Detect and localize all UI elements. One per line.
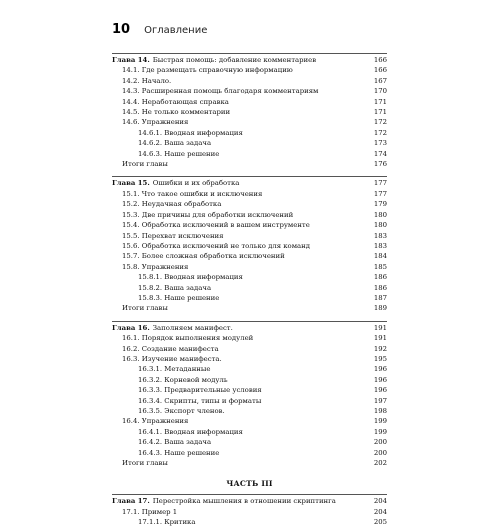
toc-entry-title: 16.3.1. Метаданные bbox=[138, 365, 211, 374]
toc-entry[interactable] bbox=[112, 210, 387, 220]
toc-entry[interactable] bbox=[112, 65, 387, 75]
toc-page-number: 192 bbox=[373, 344, 387, 353]
toc-page-number: 205 bbox=[373, 518, 387, 527]
toc-entry-title: 15.8.1. Вводная информация bbox=[138, 273, 243, 282]
toc-page-number: 200 bbox=[373, 438, 387, 447]
toc-page-number: 204 bbox=[373, 507, 387, 516]
toc-entry-title: 14.5. Не только комментарии bbox=[122, 108, 231, 117]
toc-page-number: 191 bbox=[373, 334, 387, 343]
toc-entry[interactable] bbox=[112, 272, 387, 282]
toc-page-number: 177 bbox=[373, 179, 387, 188]
toc-entry-title: 16.3.5. Экспорт членов. bbox=[138, 407, 225, 415]
toc-entry-title: 16.3.2. Корневой модуль bbox=[138, 375, 228, 384]
toc-chapter-heading[interactable] bbox=[112, 323, 387, 333]
toc-entry-title: Перестройка мышления в отношении скриптинга bbox=[152, 497, 336, 506]
toc-entry-title: 16.3.3. Предварительные условия bbox=[138, 386, 262, 395]
toc-summary[interactable] bbox=[112, 458, 387, 468]
toc-page-number: 173 bbox=[373, 139, 387, 148]
toc-page-number: 195 bbox=[373, 354, 387, 363]
toc-entry[interactable] bbox=[112, 189, 387, 199]
toc-entry[interactable] bbox=[112, 199, 387, 209]
toc-page-number: 170 bbox=[373, 87, 387, 96]
toc-page-number: 179 bbox=[373, 200, 387, 209]
toc-entry-title: Быстрая помощь: добавление комментариев bbox=[152, 56, 317, 64]
toc-page-number: 171 bbox=[373, 97, 387, 106]
toc-entry-title: 14.6.1. Вводная информация bbox=[138, 128, 243, 137]
toc-entry[interactable] bbox=[112, 385, 387, 395]
toc-page-number: 196 bbox=[373, 365, 387, 374]
toc-page-number: 176 bbox=[373, 160, 387, 169]
toc-entry[interactable] bbox=[112, 241, 387, 251]
toc-entry-title: 16.1. Порядок выполнения модулей bbox=[122, 334, 254, 343]
toc-page-number: 187 bbox=[373, 293, 387, 302]
toc-entry[interactable] bbox=[112, 406, 387, 416]
toc-entry-title: Итоги главы bbox=[122, 459, 168, 468]
toc-entry[interactable] bbox=[112, 437, 387, 447]
page-number: 10 bbox=[112, 22, 131, 37]
toc-entry-title: 16.4.3. Наше решение bbox=[138, 448, 220, 457]
toc-page-number: 185 bbox=[373, 262, 387, 271]
toc-page-number: 200 bbox=[373, 448, 387, 457]
table-of-contents bbox=[112, 53, 387, 528]
toc-page-number: 172 bbox=[373, 128, 387, 137]
toc-page-number: 183 bbox=[373, 231, 387, 240]
toc-page-number: 166 bbox=[373, 66, 387, 75]
toc-chapter bbox=[112, 321, 387, 469]
toc-chapter bbox=[112, 53, 387, 169]
toc-chapter bbox=[112, 176, 387, 313]
toc-entry-title: 15.4. Обработка исключений в вашем инструменте bbox=[122, 221, 310, 230]
toc-page-number: 180 bbox=[373, 210, 387, 219]
toc-entry-title: 15.1. Что такое ошибки и исключения bbox=[122, 189, 263, 198]
chapter-label: Глава 15. bbox=[112, 179, 150, 188]
toc-page-number: 167 bbox=[373, 76, 387, 85]
toc-entry-title: 17.1.1. Критика bbox=[138, 518, 196, 527]
toc-page-number: 166 bbox=[373, 56, 387, 64]
toc-entry-title: 16.2. Создание манифеста bbox=[122, 344, 219, 353]
toc-entry-title: 16.3. Изучение манифеста. bbox=[122, 354, 222, 363]
toc-entry-title: 15.7. Более сложная обработка исключений bbox=[122, 252, 285, 261]
toc-chapter-heading[interactable] bbox=[112, 496, 387, 506]
toc-entry[interactable] bbox=[112, 507, 387, 517]
toc-entry[interactable] bbox=[112, 76, 387, 86]
toc-entry[interactable] bbox=[112, 517, 387, 527]
chapter-label: Глава 17. bbox=[112, 497, 150, 506]
toc-chapter-heading[interactable] bbox=[112, 55, 387, 65]
toc-page-number: 202 bbox=[373, 459, 387, 468]
toc-page-number: 198 bbox=[373, 407, 387, 415]
toc-entry[interactable] bbox=[112, 128, 387, 138]
toc-page-number: 172 bbox=[373, 118, 387, 127]
toc-entry-title: 15.8.3. Наше решение bbox=[138, 293, 220, 302]
toc-entry-title: 14.6. Упражнения bbox=[122, 118, 189, 127]
chapter-label: Глава 14. bbox=[112, 56, 150, 64]
toc-entry-title: 15.2. Неудачная обработка bbox=[122, 200, 222, 209]
toc-page-number: 186 bbox=[373, 283, 387, 292]
toc-chapter-heading[interactable] bbox=[112, 178, 387, 188]
toc-page-number: 197 bbox=[373, 396, 387, 405]
toc-entry[interactable] bbox=[112, 344, 387, 354]
toc-entry[interactable] bbox=[112, 448, 387, 458]
toc-entry-title: Ошибки и их обработка bbox=[152, 179, 240, 188]
toc-entry[interactable] bbox=[112, 262, 387, 272]
toc-entry-title: 16.4.1. Вводная информация bbox=[138, 427, 243, 436]
toc-entry-title: 15.5. Перехват исключения bbox=[122, 231, 224, 240]
toc-entry-title: 16.3.4. Скрипты, типы и форматы bbox=[138, 396, 262, 405]
running-head bbox=[112, 22, 207, 37]
toc-entry-title: Итоги главы bbox=[122, 304, 168, 313]
toc-entry-title: 14.1. Где размещать справочную информацию bbox=[122, 66, 293, 75]
toc-entry[interactable] bbox=[112, 107, 387, 117]
toc-page-number: 183 bbox=[373, 241, 387, 250]
toc-page-number: 171 bbox=[373, 108, 387, 117]
toc-entry-title: 14.4. Неработающая справка bbox=[122, 97, 229, 106]
toc-entry-title: 14.6.2. Ваша задача bbox=[138, 139, 212, 148]
toc-entry-title: 15.6. Обработка исключений не только для команд bbox=[122, 241, 311, 250]
toc-page-number: 191 bbox=[373, 323, 387, 332]
toc-entry[interactable] bbox=[112, 231, 387, 241]
toc-entry[interactable] bbox=[112, 293, 387, 303]
toc-page-number: 174 bbox=[373, 149, 387, 158]
toc-page-number: 184 bbox=[373, 252, 387, 261]
toc-entry-title: 14.3. Расширенная помощь благодаря комментариям bbox=[122, 87, 319, 96]
toc-entry-title: 17.1. Пример 1 bbox=[122, 507, 178, 516]
running-title: Оглавление bbox=[144, 25, 208, 36]
toc-entry[interactable] bbox=[112, 364, 387, 374]
toc-entry-title: 14.2. Начало. bbox=[122, 76, 172, 85]
toc-entry-title: 16.4.2. Ваша задача bbox=[138, 438, 212, 447]
toc-entry-title: Заполняем манифест. bbox=[152, 323, 233, 332]
toc-page-number: 199 bbox=[373, 417, 387, 426]
toc-chapter bbox=[112, 494, 387, 527]
toc-entry-title: Итоги главы bbox=[122, 160, 168, 169]
toc-entry[interactable] bbox=[112, 283, 387, 293]
toc-entry[interactable] bbox=[112, 220, 387, 230]
toc-entry-title: 15.8. Упражнения bbox=[122, 262, 189, 271]
toc-entry[interactable] bbox=[112, 427, 387, 437]
toc-entry[interactable] bbox=[112, 354, 387, 364]
toc-entry-title: 14.6.3. Наше решение bbox=[138, 149, 220, 158]
toc-entry[interactable] bbox=[112, 97, 387, 107]
chapter-label: Глава 16. bbox=[112, 323, 150, 332]
toc-entry[interactable] bbox=[112, 375, 387, 385]
toc-page-number: 177 bbox=[373, 189, 387, 198]
toc-page-number: 186 bbox=[373, 273, 387, 282]
toc-page-number: 196 bbox=[373, 375, 387, 384]
part-heading: ЧАСТЬ III bbox=[226, 479, 273, 489]
toc-page-number: 180 bbox=[373, 221, 387, 230]
toc-entry[interactable] bbox=[112, 149, 387, 159]
toc-page-number: 189 bbox=[373, 304, 387, 313]
toc-page-number: 196 bbox=[373, 386, 387, 395]
toc-entry[interactable] bbox=[112, 396, 387, 406]
toc-page-number: 199 bbox=[373, 427, 387, 436]
toc-entry-title: 15.3. Две причины для обработки исключений bbox=[122, 210, 294, 219]
toc-entry-title: 15.8.2. Ваша задача bbox=[138, 283, 212, 292]
toc-page-number: 204 bbox=[373, 497, 387, 506]
toc-summary[interactable] bbox=[112, 159, 387, 169]
toc-entry[interactable] bbox=[112, 416, 387, 426]
toc-entry[interactable] bbox=[112, 251, 387, 261]
toc-entry[interactable] bbox=[112, 86, 387, 96]
toc-entry-title: 16.4. Упражнения bbox=[122, 417, 189, 426]
toc-entry[interactable] bbox=[112, 333, 387, 343]
toc-entry[interactable] bbox=[112, 117, 387, 127]
toc-summary[interactable] bbox=[112, 303, 387, 313]
toc-entry[interactable] bbox=[112, 138, 387, 148]
